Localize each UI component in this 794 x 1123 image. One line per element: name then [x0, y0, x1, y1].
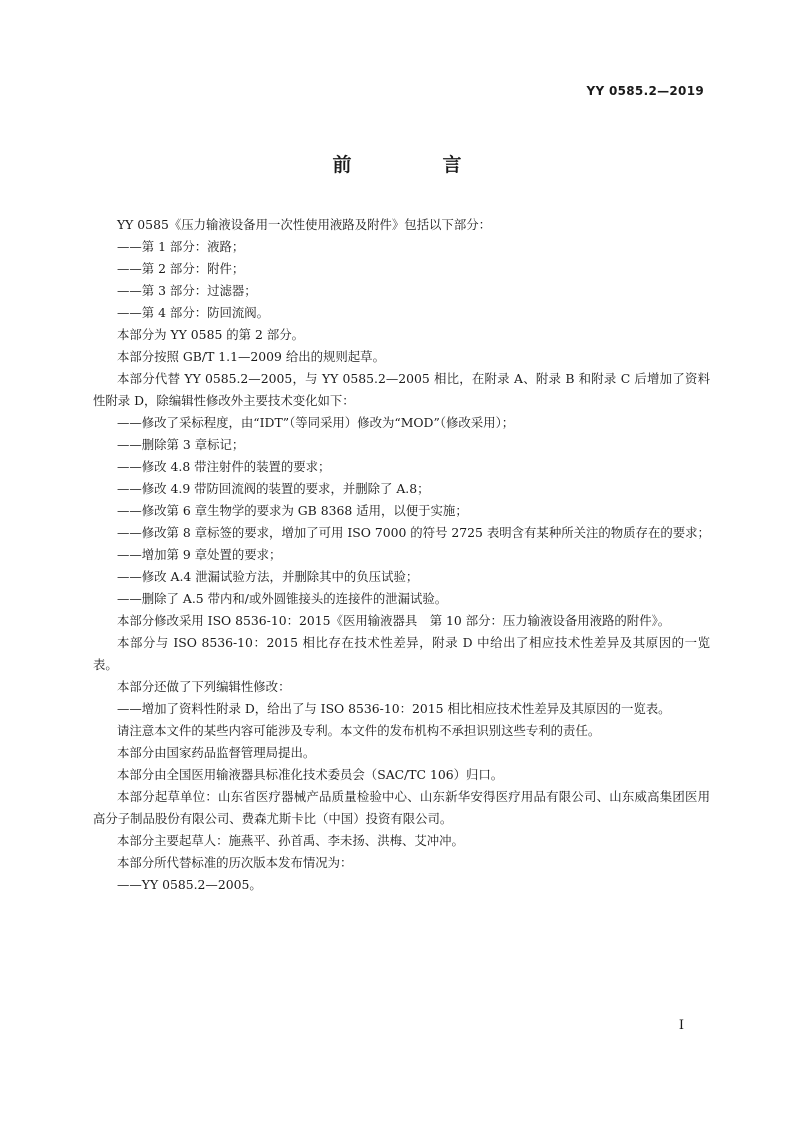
paragraph: 本部分起草单位：山东省医疗器械产品质量检验中心、山东新华安得医疗用品有限公司、山东威高集团医用高分子制品股份有限公司、费森尤斯卡比（中国）投资有限公司。 — [93, 789, 710, 826]
paragraph: 本部分修改采用 ISO 8536-10：2015《医用输液器具 第 10 部分：压力输液设备用液路的附件》。 — [117, 613, 671, 628]
standard-number: YY 0585.2—2019 — [586, 84, 704, 98]
list-item: ——修改了采标程度，由“IDT”（等同采用）修改为“MOD”（修改采用）； — [117, 415, 515, 430]
paragraph: 本部分代替 YY 0585.2—2005，与 YY 0585.2—2005 相比，在附录 A、附录 B 和附录 C 后增加了资料性附录 D，除编辑性修改外主要技术变化如下： — [93, 371, 710, 408]
paragraph: 本部分还做了下列编辑性修改： — [117, 679, 291, 694]
paragraph: 本部分按照 GB/T 1.1—2009 给出的规则起草。 — [117, 349, 385, 364]
list-item: ——删除了 A.5 带内和/或外圆锥接头的连接件的泄漏试验。 — [117, 591, 448, 606]
foreword-body — [93, 214, 710, 896]
list-item: ——第 1 部分：液路； — [117, 239, 245, 254]
list-item: ——第 2 部分：附件； — [117, 261, 245, 276]
list-item: ——第 4 部分：防回流阀。 — [117, 305, 270, 320]
paragraph: 本部分主要起草人：施燕平、孙首禹、李未扬、洪梅、艾冲冲。 — [117, 833, 464, 848]
list-item: ——第 3 部分：过滤器； — [117, 283, 257, 298]
list-item: ——修改 4.8 带注射件的装置的要求； — [117, 459, 331, 474]
paragraph: 本部分与 ISO 8536-10：2015 相比存在技术性差异，附录 D 中给出了相应技术性差异及其原因的一览表。 — [93, 635, 710, 672]
page-title: 前 言 — [332, 154, 498, 176]
list-item: ——修改 4.9 带防回流阀的装置的要求，并删除了 A.8； — [117, 481, 430, 496]
list-item: ——删除第 3 章标记； — [117, 437, 245, 452]
paragraph: 本部分由全国医用输液器具标准化技术委员会（SAC/TC 106）归口。 — [117, 767, 504, 782]
page-number: I — [678, 1018, 684, 1033]
list-item: ——修改第 8 章标签的要求，增加了可用 ISO 7000 的符号 2725 表明含有某种所关注的物质存在的要求； — [117, 525, 710, 540]
paragraph: 请注意本文件的某些内容可能涉及专利。本文件的发布机构不承担识别这些专利的责任。 — [117, 723, 601, 738]
list-item: ——增加了资料性附录 D，给出了与 ISO 8536-10：2015 相比相应技术性差异及其原因的一览表。 — [117, 701, 671, 716]
paragraph: 本部分由国家药品监督管理局提出。 — [117, 745, 316, 760]
list-item: ——修改 A.4 泄漏试验方法，并删除其中的负压试验； — [117, 569, 419, 584]
list-item: ——修改第 6 章生物学的要求为 GB 8368 适用，以便于实施； — [117, 503, 468, 518]
list-item: ——YY 0585.2—2005。 — [117, 877, 262, 892]
paragraph: 本部分所代替标准的历次版本发布情况为： — [117, 855, 353, 870]
paragraph: YY 0585《压力输液设备用一次性使用液路及附件》包括以下部分： — [117, 217, 491, 232]
list-item: ——增加第 9 章处置的要求； — [117, 547, 282, 562]
paragraph: 本部分为 YY 0585 的第 2 部分。 — [117, 327, 304, 342]
